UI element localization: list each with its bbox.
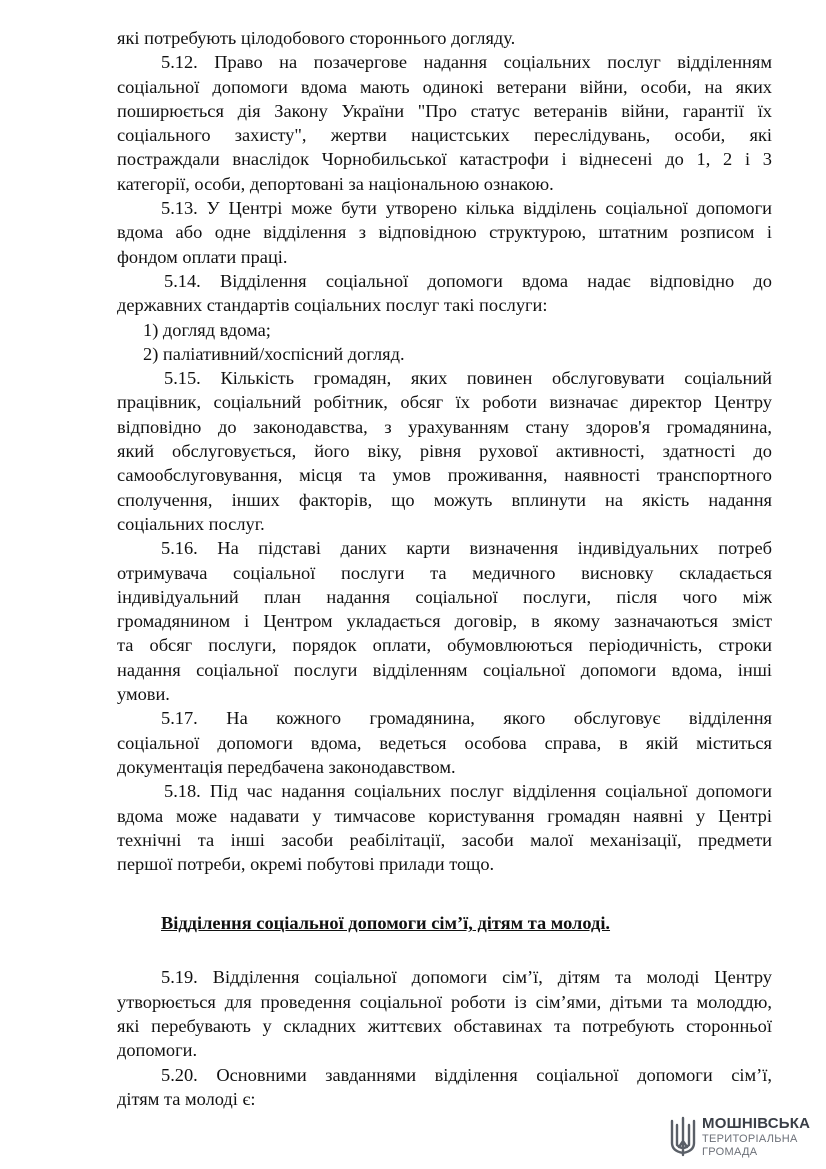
text-line: 5.20. Основними завданнями відділення соціальної допомоги сім’ї, (161, 1064, 772, 1085)
text-line: 5.18. Під час надання соціальних послуг відділення соціальної допомоги (164, 781, 772, 802)
text-line: умови. (117, 684, 170, 705)
text-line: соціальних послуг. (117, 513, 265, 534)
logo-subtitle-2: ГРОМАДА (702, 1146, 758, 1158)
text-line: документація передбачена законодавством. (117, 756, 456, 777)
text-line: громадянином і Центром укладається договір, в якому зазначаються зміст (117, 611, 772, 632)
text-line: 5.13. У Центрі може бути утворено кілька відділень соціальної допомоги (161, 198, 772, 219)
text-line: 5.12. Право на позачергове надання соціальних послуг відділенням (161, 52, 772, 73)
text-line: відповідно до законодавства, з урахуванням стану здоров'я громадянина, (117, 416, 772, 437)
paragraphs-5-19-to-5-20 (117, 965, 772, 1111)
community-logo (668, 1115, 818, 1163)
document-body (117, 26, 772, 1111)
trident-icon (668, 1115, 698, 1161)
text-line: поширюється дія Закону України "Про статус ветеранів війни, гарантії їх (117, 100, 772, 121)
text-line: державних стандартів соціальних послуг такі послуги: (117, 295, 548, 316)
text-line: 1) догляд вдома; (143, 319, 271, 340)
text-line: соціального захисту", жертви нацистських переслідувань, особи, які (117, 125, 772, 146)
text-line: вдома або одне відділення з відповідною структурою, штатним розписом і (117, 222, 772, 243)
text-line: які перебувають у складних життєвих обставинах та потребують сторонньої (117, 1015, 772, 1036)
logo-title: МОШНІВСЬКА (702, 1115, 811, 1132)
text-line: технічні та інші засоби реабілітації, засоби малої механізації, предмети (117, 829, 772, 850)
text-line: соціальної допомоги вдома мають одинокі ветерани війни, особи, на яких (117, 76, 772, 97)
text-line: індивідуальний план надання соціальної послуги, після чого між (117, 586, 772, 607)
text-line: який обслуговується, його віку, рівня рухової активності, здатності до (117, 441, 772, 462)
text-line: вдома може надавати у тимчасове користування громадян наявні у Центрі (117, 805, 772, 826)
text-line: які потребують цілодобового стороннього догляду. (117, 28, 516, 48)
text-line: 5.15. Кількість громадян, яких повинен обслуговувати соціальний (164, 368, 772, 389)
text-line: категорії, особи, депортовані за національною ознакою. (117, 173, 554, 194)
section-heading: Відділення соціальної допомоги сім’ї, дітям та молоді. (161, 913, 611, 934)
paragraphs-5-11-to-5-18 (117, 26, 772, 876)
text-line: сполучення, інших факторів, що можуть вплинути на якість надання (117, 489, 772, 510)
text-line: дітям та молоді є: (117, 1088, 256, 1109)
text-line: першої потреби, окремі побутові прилади тощо. (117, 854, 495, 875)
text-line: 5.17. На кожного громадянина, якого обслуговує відділення (161, 708, 772, 729)
text-line: самообслуговування, місця та умов проживання, наявності транспортного (117, 465, 772, 486)
text-line: 5.16. На підставі даних карти визначення індивідуальних потреб (161, 538, 772, 559)
text-line: 2) паліативний/хоспісний догляд. (143, 343, 405, 364)
text-line: 5.19. Відділення соціальної допомоги сім’ї, дітям та молоді Центру (161, 967, 772, 988)
logo-subtitle: ТЕРИТОРІАЛЬНА (702, 1133, 798, 1145)
text-line: соціальної допомоги вдома, ведеться особова справа, в якій міститься (117, 732, 772, 753)
text-line: допомоги. (117, 1040, 198, 1061)
text-line: та обсяг послуги, порядок оплати, обумовлюються періодичність, строки (117, 635, 772, 656)
text-line: надання соціальної послуги відділенням соціальної допомоги вдома, інші (117, 659, 772, 680)
text-line: працівник, соціальний робітник, обсяг їх роботи визначає директор Центру (117, 392, 772, 413)
text-line: постраждали внаслідок Чорнобильської катастрофи і віднесені до 1, 2 і 3 (117, 149, 772, 170)
text-line: 5.14. Відділення соціальної допомоги вдома надає відповідно до (164, 270, 772, 291)
text-line: отримувача соціальної послуги та медичного висновку складається (117, 562, 772, 583)
text-line: фондом оплати праці. (117, 246, 288, 267)
text-line: утворюється для проведення соціальної роботи із сім’ями, дітьми та молоддю, (117, 991, 772, 1012)
